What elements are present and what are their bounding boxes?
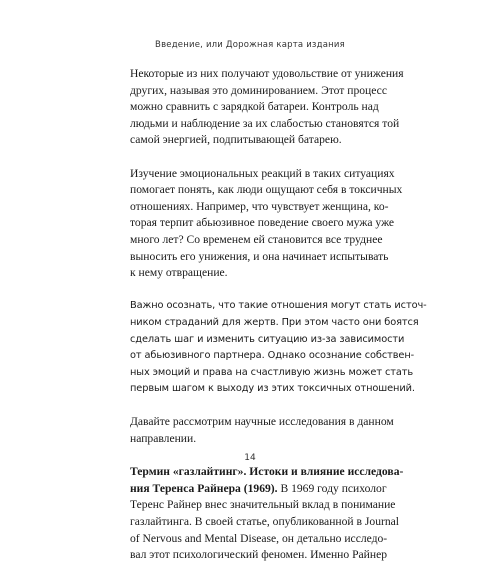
paragraph-1 <box>130 66 404 149</box>
text-line: Важно осознать, что такие отношения могут стать источ- <box>130 300 427 312</box>
paragraph-gap <box>130 282 372 299</box>
text-line: газлайтинга. В своей статье, опубликованной в Journal <box>130 515 400 529</box>
text-line: сделать шаг и изменить ситуацию из-за зависимости <box>130 333 405 345</box>
text-line: можно сравнить с зарядкой батареи. Контроль над <box>130 100 379 114</box>
text-line: Теренс Райнер внес значительный вклад в понимание <box>130 498 396 512</box>
text-line: ником страданий для жертв. При этом часто они боятся <box>130 316 419 328</box>
text-line: Давайте рассмотрим научные исследования в данном <box>130 415 394 429</box>
text-line: людьми и наблюдение за их слабостью становятся той <box>130 116 400 130</box>
section-heading-continued: ния Теренса Райнера (1969). <box>130 481 278 495</box>
running-head: Введение, или Дорожная карта издания <box>155 40 345 50</box>
text-line: вал этот психологический феномен. Именно Райнер <box>130 548 388 562</box>
text-line: много лет? Со временем ей становится все труднее <box>130 232 383 246</box>
paragraph-3 <box>130 298 427 398</box>
text-fragment: В 1969 году психолог <box>277 481 387 495</box>
text-line: отношениях. Например, что чувствует женщина, ко- <box>130 199 389 213</box>
paragraph-4 <box>130 414 394 447</box>
text-line: ных эмоций и права на счастливую жизнь может стать <box>130 366 414 378</box>
text-line: от абьюзивного партнера. Однако осознание собствен- <box>130 350 415 362</box>
text-line: of Nervous and Mental Disease, он детально исследо- <box>130 531 388 545</box>
text-line: Некоторые из них получают удовольствие от унижения <box>130 67 404 80</box>
text-line: других, называя это доминированием. Этот процесс <box>130 83 387 97</box>
text-line: к нему отвращение. <box>130 266 228 280</box>
text-line: помогает понять, как люди ощущают себя в токсичных <box>130 183 403 197</box>
text-line <box>130 481 387 498</box>
body-text <box>130 66 427 564</box>
text-line: выносить его унижения, и она начинает испытывать <box>130 249 389 263</box>
paragraph-5 <box>130 464 404 564</box>
text-line: Изучение эмоциональных реакций в таких ситуациях <box>130 166 395 180</box>
section-heading: Термин «газлайтинг». Истоки и влияние исследова- <box>130 465 404 479</box>
text-line: самой энергией, подпитывающей батарею. <box>130 133 342 147</box>
page-number: 14 <box>244 453 256 463</box>
text-line: первым шагом к выходу из этих токсичных отношений. <box>130 383 415 395</box>
text-line: направлении. <box>130 432 197 446</box>
paragraph-gap <box>130 149 372 166</box>
paragraph-gap <box>130 398 372 415</box>
text-line: торая терпит абьюзивное поведение своего мужа уже <box>130 216 395 230</box>
paragraph-2 <box>130 166 403 282</box>
